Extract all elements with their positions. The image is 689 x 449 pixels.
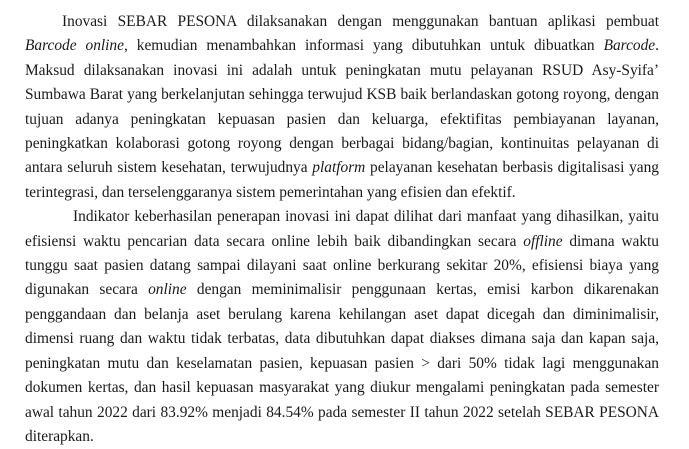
document-body — [25, 10, 659, 449]
italic-term-barcode-online: Barcode online — [25, 37, 124, 55]
italic-term-platform: platform — [312, 159, 366, 177]
paragraph-indikator — [25, 205, 659, 449]
text-segment: dimana waktu tunggu saat pasien datang sampai dilayani saat online berkurang sekitar 20%, efisiensi biaya yang digunakan secara — [25, 232, 659, 299]
text-segment: . Maksud dilaksanakan inovasi ini adalah untuk peningkatan mutu pelayanan RSUD Asy-Syifa’ Sumbawa Barat yang berkelanjutan sehingga terwujud KSB baik berlandaskan gotong royong, dengan tujuan adanya peningkatan kepuasan pasien dan keluarga, efektifitas pembiayanan layanan, peningkatkan kolaborasi gotong royong dengan berbagai bidang/bagian, kontinuitas pelayanan di antara seluruh sistem kesehatan, terwujudnya — [25, 37, 659, 177]
text-segment: Indikator keberhasilan penerapan inovasi ini dapat dilihat dari manfaat yang dihasilkan, yaitu efisiensi waktu pencarian data secara online lebih baik dibandingkan secara — [25, 208, 659, 250]
text-segment: Inovasi SEBAR PESONA dilaksanakan dengan menggunakan bantuan aplikasi pembuat — [62, 13, 659, 30]
paragraph-inovasi — [25, 10, 659, 205]
text-segment: dengan meminimalisir penggunaan kertas, emisi karbon dikarenakan penggandaan dan belanja aset berulang karena kehilangan aset dapat dicegah dan diminimalisir, dimensi ruang dan waktu tidak terbatas, data dibutuhkan dapat diakses dimana saja dan kapan saja, peningkatan mutu dan keselamatan pasien, kepuasan pasien > dari 50% tidak lagi menggunakan dokumen kertas, dan hasil kepuasan masyarakat yang diukur mengalami peningkatan pada semester awal tahun 2022 dari 83.92% menjadi 84.54% pada semester II tahun 2022 setelah SEBAR PESONA diterapkan. — [25, 281, 659, 445]
text-segment: , kemudian menambahkan informasi yang dibutuhkan untuk dibuatkan — [123, 37, 604, 55]
italic-term-online: online — [148, 281, 187, 299]
italic-term-barcode: Barcode — [603, 37, 656, 55]
text-segment: pelayanan kesehatan berbasis digitalisasi yang terintegrasi, dan terselenggaranya sistem pemerintahan yang efisien dan efektif. — [25, 159, 659, 201]
italic-term-offline: offline — [523, 232, 563, 250]
